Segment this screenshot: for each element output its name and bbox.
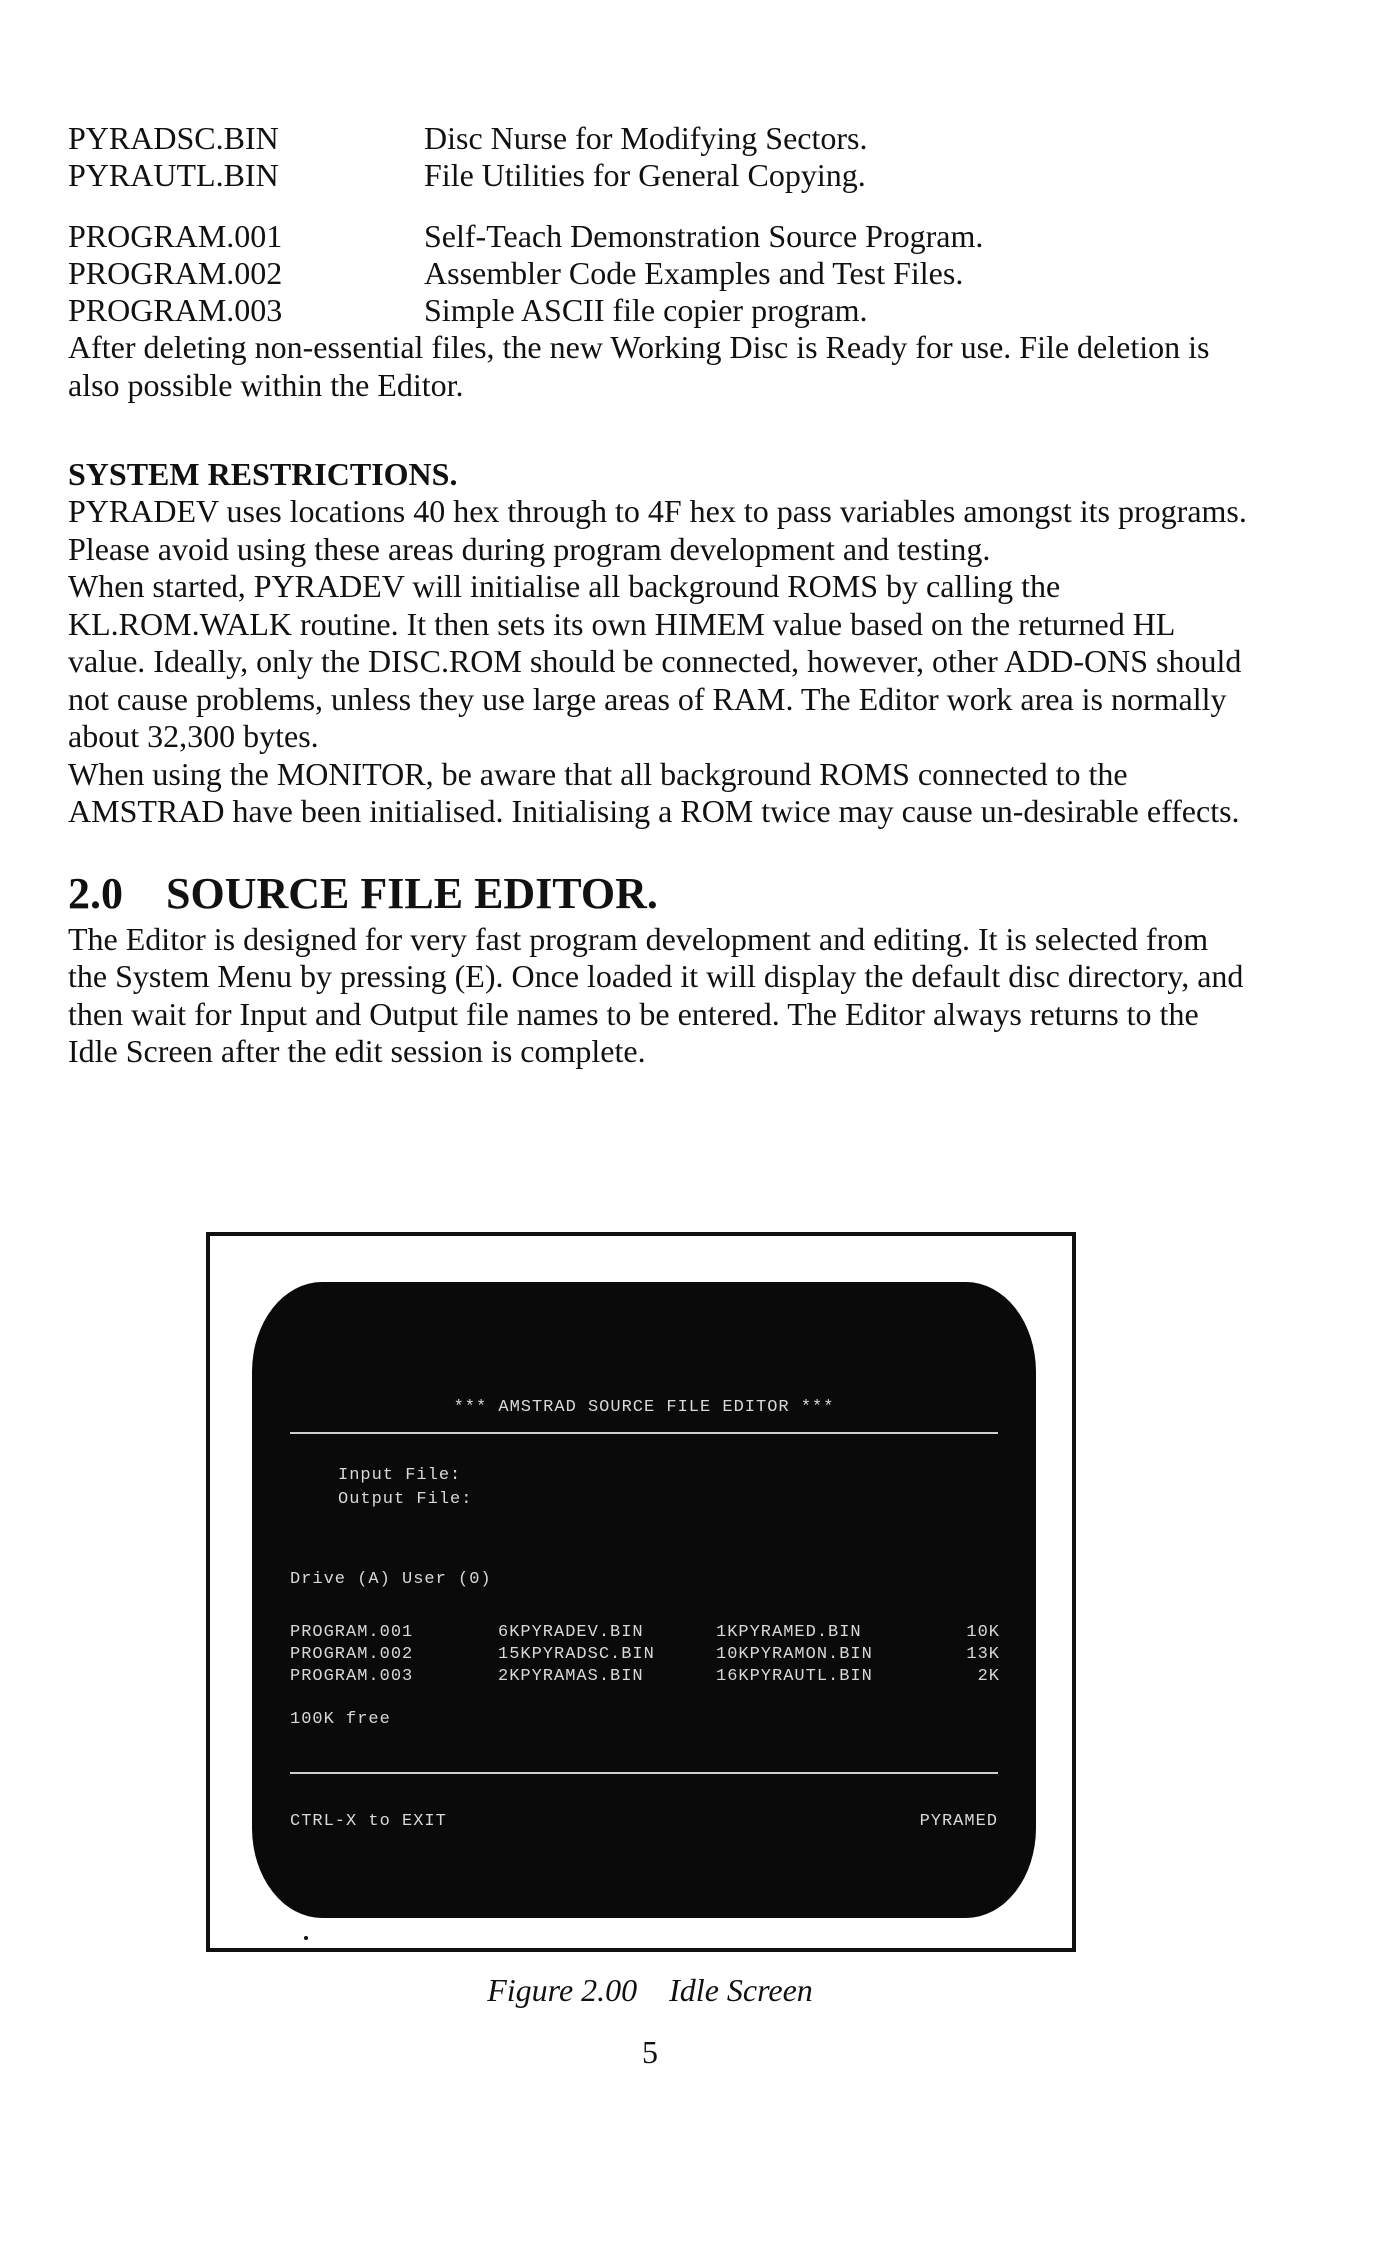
figure-title: Idle Screen [669, 1972, 813, 2008]
file-list [68, 120, 1248, 329]
output-file-label: Output File: [338, 1490, 473, 1509]
file-name: PROGRAM.003 [68, 292, 283, 328]
directory-listing [290, 1622, 1000, 1688]
crt-screen [252, 1282, 1036, 1918]
directory-entry: PROGRAM.003 [290, 1667, 414, 1686]
screen-divider [290, 1772, 998, 1774]
directory-entry: 10KPYRAMON.BIN [716, 1645, 873, 1664]
directory-entry: 1KPYRAMED.BIN [716, 1623, 862, 1642]
file-list-row [68, 120, 1248, 157]
file-description: Simple ASCII file copier program. [424, 292, 868, 328]
figure-frame [206, 1232, 1076, 1952]
directory-entry: PROGRAM.001 [290, 1623, 414, 1642]
file-list-row [68, 255, 1248, 292]
screen-title: *** AMSTRAD SOURCE FILE EDITOR *** [453, 1398, 835, 1417]
file-name: PYRADSC.BIN [68, 120, 279, 156]
restrictions-paragraph: When started, PYRADEV will initialise all background ROMS by calling the KL.ROM.WALK routine. It then sets its own HIMEM value based on the returned HL value. Ideally, only the DISC.ROM should be connected, however, other ADD-ONS should not cause problems, unless they use large areas of RAM. The Editor work area is normally about 32,300 bytes. [68, 568, 1242, 754]
document-page [68, 120, 1248, 1071]
system-restrictions-heading: SYSTEM RESTRICTIONS. [68, 456, 458, 492]
file-name: PROGRAM.001 [68, 218, 283, 254]
file-list-row [68, 292, 1248, 329]
directory-entry: PROGRAM.002 [290, 1645, 414, 1664]
chapter-number: 2.0 [68, 868, 123, 918]
program-name: PYRAMED [919, 1812, 998, 1831]
figure-number: Figure 2.00 [487, 1972, 638, 2008]
chapter-heading [68, 869, 1248, 919]
directory-entry: 2K [977, 1667, 1000, 1686]
directory-entry: 2KPYRAMAS.BIN [498, 1667, 644, 1686]
figure-caption [0, 1972, 1300, 2009]
directory-entry: 15KPYRADSC.BIN [498, 1645, 655, 1664]
input-file-label: Input File: [338, 1466, 462, 1485]
file-name: PROGRAM.002 [68, 255, 283, 291]
chapter-title: SOURCE FILE EDITOR. [166, 868, 658, 918]
file-name: PYRAUTL.BIN [68, 157, 279, 193]
directory-row [290, 1666, 1000, 1688]
directory-entry: 6KPYRADEV.BIN [498, 1623, 644, 1642]
directory-row [290, 1622, 1000, 1644]
free-space-line: 100K free [290, 1710, 391, 1729]
after-delete-paragraph: After deleting non-essential files, the new Working Disc is Ready for use. File deletion is also possible within the Editor. [68, 329, 1210, 403]
page-number: 5 [642, 2034, 658, 2070]
restrictions-paragraph: When using the MONITOR, be aware that all background ROMS connected to the AMSTRAD have been initialised. Initialising a ROM twice may cause un-desirable effects. [68, 755, 1240, 829]
file-list-row [68, 218, 1248, 255]
directory-entry: 16KPYRAUTL.BIN [716, 1667, 873, 1686]
file-list-row [68, 157, 1248, 194]
print-speck [304, 1936, 308, 1940]
restrictions-paragraph: PYRADEV uses locations 40 hex through to 4F hex to pass variables amongst its programs. Please avoid using these areas during program development and testing. [68, 493, 1247, 567]
drive-user-line: Drive (A) User (0) [290, 1570, 492, 1589]
file-description: File Utilities for General Copying. [424, 157, 866, 193]
chapter-paragraph: The Editor is designed for very fast program development and editing. It is selected from the System Menu by pressing (E). Once loaded it will display the default disc directory, and then wait for Input and Output file names to be entered. The Editor always returns to the Idle Screen after the edit session is complete. [68, 920, 1244, 1069]
directory-entry: 13K [966, 1645, 1000, 1664]
directory-row [290, 1644, 1000, 1666]
file-description: Assembler Code Examples and Test Files. [424, 255, 964, 291]
exit-hint: CTRL-X to EXIT [290, 1812, 447, 1831]
directory-entry: 10K [966, 1623, 1000, 1642]
file-description: Disc Nurse for Modifying Sectors. [424, 120, 868, 156]
screen-divider [290, 1432, 998, 1434]
file-description: Self-Teach Demonstration Source Program. [424, 218, 984, 254]
